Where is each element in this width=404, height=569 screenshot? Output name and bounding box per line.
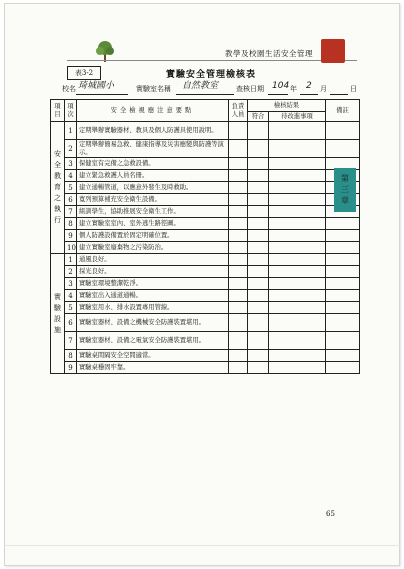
person-cell[interactable] — [229, 242, 248, 254]
row-number: 5 — [65, 182, 77, 194]
pass-cell[interactable] — [248, 278, 269, 290]
row-number: 2 — [65, 266, 77, 278]
header-result: 檢核結果 — [248, 100, 326, 112]
person-cell[interactable] — [229, 314, 248, 332]
row-number: 6 — [65, 314, 77, 332]
improve-cell[interactable] — [269, 182, 326, 194]
header-divider — [67, 60, 357, 61]
checklist-item-text: 實驗室器材、設備之電氣安全防護裝置堪用。 — [77, 332, 229, 350]
note-cell[interactable] — [326, 302, 360, 314]
checklist-item-text: 實驗室用水、排水設置專用管線。 — [77, 302, 229, 314]
pass-cell[interactable] — [248, 266, 269, 278]
checklist-item-text: 實驗桌穩固牢靠。 — [77, 362, 229, 374]
pass-cell[interactable] — [248, 218, 269, 230]
checklist-item-text: 定期舉辦簡易急救、健康指導及災害應變與防護等演示。 — [77, 140, 229, 158]
improve-cell[interactable] — [269, 290, 326, 302]
improve-cell[interactable] — [269, 170, 326, 182]
table-row — [51, 362, 360, 374]
pass-cell[interactable] — [248, 140, 269, 158]
improve-cell[interactable] — [269, 158, 326, 170]
pass-cell[interactable] — [248, 350, 269, 362]
row-number: 4 — [65, 290, 77, 302]
row-number: 10 — [65, 242, 77, 254]
person-cell[interactable] — [229, 182, 248, 194]
row-number: 8 — [65, 350, 77, 362]
checklist-item-text: 建立通暢管道，以應意外發生及時救助。 — [77, 182, 229, 194]
section-category: 安 全 教 育 之 執 行 — [51, 122, 65, 254]
improve-cell[interactable] — [269, 254, 326, 266]
person-cell[interactable] — [229, 332, 248, 350]
checklist-item-text: 採光良好。 — [77, 266, 229, 278]
improve-cell[interactable] — [269, 242, 326, 254]
table-row — [51, 314, 360, 332]
improve-cell[interactable] — [269, 206, 326, 218]
table-row — [51, 140, 360, 158]
row-number: 1 — [65, 254, 77, 266]
note-cell[interactable] — [326, 230, 360, 242]
note-cell[interactable] — [326, 314, 360, 332]
note-cell[interactable] — [326, 362, 360, 374]
header-person: 負責人員 — [229, 100, 248, 122]
row-number: 7 — [65, 206, 77, 218]
section-category: 實 驗 設 施 — [51, 254, 65, 374]
person-cell[interactable] — [229, 194, 248, 206]
person-cell[interactable] — [229, 362, 248, 374]
checklist-item-text: 建立實驗室室內、室外逃生路徑圖。 — [77, 218, 229, 230]
pass-cell[interactable] — [248, 314, 269, 332]
note-cell[interactable] — [326, 332, 360, 350]
row-number: 7 — [65, 332, 77, 350]
note-cell[interactable] — [326, 242, 360, 254]
pass-cell[interactable] — [248, 230, 269, 242]
improve-cell[interactable] — [269, 362, 326, 374]
table-row — [51, 290, 360, 302]
pass-cell[interactable] — [248, 332, 269, 350]
checklist-item-text: 建立緊急救護人員名冊。 — [77, 170, 229, 182]
header-item: 項目 — [51, 100, 65, 122]
pass-cell[interactable] — [248, 290, 269, 302]
person-cell[interactable] — [229, 254, 248, 266]
checklist-item-text: 實驗室出入通道通暢。 — [77, 290, 229, 302]
person-cell[interactable] — [229, 170, 248, 182]
pass-cell[interactable] — [248, 122, 269, 140]
row-number: 3 — [65, 158, 77, 170]
note-cell[interactable] — [326, 122, 360, 140]
note-cell[interactable] — [326, 278, 360, 290]
lab-value: 自然教室 — [182, 81, 219, 91]
school-label: 校名 — [62, 85, 76, 93]
improve-cell[interactable] — [269, 302, 326, 314]
table-label: 表3-2 — [67, 66, 101, 80]
header-improve: 待改進事項 — [269, 112, 326, 122]
school-value: 琦城國小 — [78, 81, 115, 91]
row-number: 2 — [65, 140, 77, 158]
table-row — [51, 278, 360, 290]
book-title: 教學及校園生活安全管理 — [225, 49, 313, 58]
row-number: 4 — [65, 170, 77, 182]
pass-cell[interactable] — [248, 242, 269, 254]
checklist-item-text: 實驗桌間隔安全空間適當。 — [77, 350, 229, 362]
checklist-item-text: 實驗室環境整潔乾淨。 — [77, 278, 229, 290]
checklist-item-text: 組訓學生，協助推展安全衛生工作。 — [77, 206, 229, 218]
row-number: 1 — [65, 122, 77, 140]
checklist-item-text: 通風良好。 — [77, 254, 229, 266]
pass-cell[interactable] — [248, 170, 269, 182]
header-pass: 符合 — [248, 112, 269, 122]
checklist-item-text: 個人防護設備置於固定明確位置。 — [77, 230, 229, 242]
person-cell[interactable] — [229, 218, 248, 230]
table-row — [51, 350, 360, 362]
person-cell[interactable] — [229, 122, 248, 140]
improve-cell[interactable] — [269, 122, 326, 140]
row-number: 9 — [65, 230, 77, 242]
checklist-item-text: 建立實驗室廢棄物之污染防治。 — [77, 242, 229, 254]
pass-cell[interactable] — [248, 254, 269, 266]
pass-cell[interactable] — [248, 182, 269, 194]
header-note: 備註 — [326, 100, 360, 122]
pass-cell[interactable] — [248, 302, 269, 314]
improve-cell[interactable] — [269, 350, 326, 362]
page-number: 65 — [326, 510, 335, 518]
checklist-item-text: 寬列預算補充安全衛生設備。 — [77, 194, 229, 206]
row-number: 5 — [65, 302, 77, 314]
row-number: 9 — [65, 362, 77, 374]
table-row — [51, 122, 360, 140]
note-cell[interactable] — [326, 254, 360, 266]
note-cell[interactable] — [326, 350, 360, 362]
person-cell[interactable] — [229, 302, 248, 314]
improve-cell[interactable] — [269, 314, 326, 332]
table-row — [51, 194, 360, 206]
note-cell[interactable] — [326, 140, 360, 158]
person-cell[interactable] — [229, 140, 248, 158]
note-cell[interactable] — [326, 290, 360, 302]
improve-cell[interactable] — [269, 266, 326, 278]
form-info-row — [62, 82, 358, 96]
row-number: 8 — [65, 218, 77, 230]
table-row — [51, 332, 360, 350]
person-cell[interactable] — [229, 158, 248, 170]
year-unit: 年 — [290, 85, 297, 93]
person-cell[interactable] — [229, 206, 248, 218]
checklist-item-text: 實驗室器材、設備之機械安全防護裝置堪用。 — [77, 314, 229, 332]
person-cell[interactable] — [229, 266, 248, 278]
chapter-tab: 第 三 章 — [334, 168, 356, 212]
improve-cell[interactable] — [269, 140, 326, 158]
table-row — [51, 230, 360, 242]
pass-cell[interactable] — [248, 362, 269, 374]
checklist-item-text: 定期舉辦實驗器材、教具及個人防護具使用說明。 — [77, 122, 229, 140]
pass-cell[interactable] — [248, 206, 269, 218]
checklist-table — [50, 99, 360, 374]
row-number: 6 — [65, 194, 77, 206]
pass-cell[interactable] — [248, 194, 269, 206]
person-cell[interactable] — [229, 278, 248, 290]
lab-label: 實驗室名稱 — [136, 85, 171, 93]
table-row — [51, 302, 360, 314]
month-value: 2 — [306, 81, 312, 91]
improve-cell[interactable] — [269, 194, 326, 206]
checklist-item-text: 保健室有完備之急救設備。 — [77, 158, 229, 170]
month-unit: 月 — [320, 85, 327, 93]
table-row — [51, 182, 360, 194]
table-row — [51, 242, 360, 254]
table-row — [51, 266, 360, 278]
table-row — [51, 206, 360, 218]
note-cell[interactable] — [326, 218, 360, 230]
row-number: 3 — [65, 278, 77, 290]
person-cell[interactable] — [229, 350, 248, 362]
improve-cell[interactable] — [269, 332, 326, 350]
page-bottom-edge — [4, 545, 400, 546]
person-cell[interactable] — [229, 290, 248, 302]
person-cell[interactable] — [229, 230, 248, 242]
pass-cell[interactable] — [248, 158, 269, 170]
year-value: 104 — [272, 81, 290, 91]
header-points: 安全檢視應注意要點 — [77, 100, 229, 122]
table-row — [51, 158, 360, 170]
date-label: 查核日期 — [236, 85, 264, 93]
form-title: 實驗安全管理檢核表 — [165, 70, 256, 80]
note-cell[interactable] — [326, 266, 360, 278]
table-row — [51, 170, 360, 182]
improve-cell[interactable] — [269, 278, 326, 290]
day-unit: 日 — [350, 85, 357, 93]
table-row — [51, 218, 360, 230]
table-row — [51, 254, 360, 266]
chapter-logo-icon — [321, 39, 345, 63]
header-order: 項次 — [65, 100, 77, 122]
improve-cell[interactable] — [269, 230, 326, 242]
improve-cell[interactable] — [269, 218, 326, 230]
